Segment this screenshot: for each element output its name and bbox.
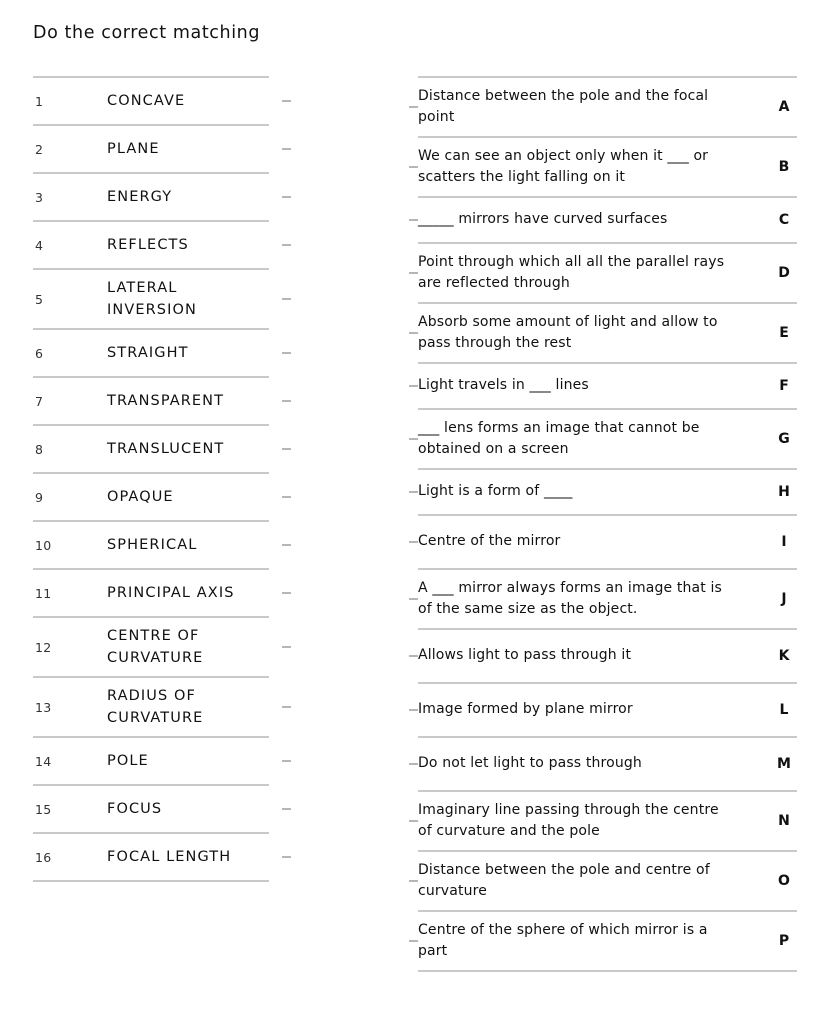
definition-letter: H	[778, 484, 790, 500]
term-number: 13	[35, 699, 52, 715]
term-number: 3	[35, 189, 44, 205]
definition-text: Distance between the pole and the focal point	[418, 87, 709, 125]
match-dash	[282, 592, 291, 594]
term-label: SPHERICAL	[107, 536, 198, 553]
term-label: PRINCIPAL AXIS	[107, 584, 235, 601]
definition-text: ___ lens forms an image that cannot be obtained on a screen	[418, 419, 700, 457]
term-label: CONCAVE	[107, 92, 186, 109]
match-dash	[409, 655, 418, 657]
table-row[interactable]	[418, 364, 797, 408]
definition-text: Point through which all all the parallel rays are reflected through	[418, 253, 725, 291]
definition-letter: P	[778, 933, 790, 949]
term-number: 4	[35, 237, 44, 253]
definition-text: Image formed by plane mirror	[418, 701, 633, 718]
term-number: 12	[35, 639, 52, 655]
term-label: REFLECTS	[107, 236, 189, 253]
table-row[interactable]	[33, 174, 269, 220]
match-dash	[409, 763, 418, 765]
match-dash	[282, 196, 291, 198]
table-row[interactable]	[33, 678, 269, 736]
definition-letter: C	[778, 212, 790, 228]
definition-letter: D	[778, 265, 790, 281]
term-label: FOCUS	[107, 800, 163, 817]
definition-text: Centre of the sphere of which mirror is a part	[418, 921, 708, 959]
term-label: TRANSLUCENT	[107, 440, 225, 457]
definition-text: We can see an object only when it ___ or scatters the light falling on it	[418, 147, 709, 185]
table-row[interactable]	[33, 426, 269, 472]
term-label: RADIUS OF CURVATURE	[107, 687, 204, 726]
match-dash	[282, 352, 291, 354]
match-dash	[409, 820, 418, 822]
table-row[interactable]	[33, 126, 269, 172]
term-label: LATERAL INVERSION	[107, 279, 197, 318]
term-label: TRANSPARENT	[107, 392, 225, 409]
table-row[interactable]	[33, 834, 269, 880]
match-dash	[409, 272, 418, 274]
table-row[interactable]	[33, 378, 269, 424]
match-dash	[409, 219, 418, 221]
table-row[interactable]	[33, 330, 269, 376]
table-row[interactable]	[33, 78, 269, 124]
definition-text: A ___ mirror always forms an image that is of the same size as the object.	[418, 579, 722, 617]
definition-letter: B	[778, 159, 790, 175]
table-row[interactable]	[418, 912, 797, 970]
definitions-table	[418, 76, 797, 972]
match-dash	[409, 598, 418, 600]
match-dash	[282, 706, 291, 708]
term-label: FOCAL LENGTH	[107, 848, 232, 865]
match-dash	[282, 646, 291, 648]
definition-text: Absorb some amount of light and allow to pass through the rest	[418, 313, 718, 351]
table-row[interactable]	[33, 222, 269, 268]
term-number: 9	[35, 489, 44, 505]
match-dash	[282, 100, 291, 102]
table-row[interactable]	[418, 470, 797, 514]
table-row[interactable]	[418, 138, 797, 196]
term-label: CENTRE OF CURVATURE	[107, 627, 204, 666]
terms-table	[33, 76, 269, 882]
term-label: OPAQUE	[107, 488, 174, 505]
match-dash	[282, 448, 291, 450]
term-number: 8	[35, 441, 44, 457]
term-number: 14	[35, 753, 52, 769]
definition-letter: J	[781, 591, 787, 607]
match-dash	[282, 856, 291, 858]
table-row[interactable]	[33, 786, 269, 832]
table-row[interactable]	[33, 522, 269, 568]
match-dash	[282, 298, 291, 300]
term-number: 6	[35, 345, 44, 361]
definition-letter: I	[781, 534, 787, 550]
table-row[interactable]	[418, 570, 797, 628]
table-row[interactable]	[418, 78, 797, 136]
definition-letter: G	[778, 431, 790, 447]
definition-text: _____ mirrors have curved surfaces	[418, 211, 668, 228]
match-dash	[409, 166, 418, 168]
definition-letter: O	[778, 873, 790, 889]
table-row[interactable]	[33, 570, 269, 616]
table-row[interactable]	[418, 630, 797, 682]
term-number: 2	[35, 141, 44, 157]
match-dash	[409, 709, 418, 711]
definition-letter: N	[778, 813, 790, 829]
term-number: 5	[35, 291, 44, 307]
match-dash	[409, 106, 418, 108]
table-row[interactable]	[418, 852, 797, 910]
table-rule	[33, 880, 269, 882]
definition-text: Centre of the mirror	[418, 533, 561, 550]
table-row[interactable]	[33, 618, 269, 676]
table-row[interactable]	[418, 244, 797, 302]
definition-text: Allows light to pass through it	[418, 647, 632, 664]
match-dash	[282, 760, 291, 762]
match-dash	[282, 148, 291, 150]
match-dash	[282, 244, 291, 246]
table-row[interactable]	[33, 270, 269, 328]
table-row[interactable]	[418, 410, 797, 468]
match-dash	[409, 385, 418, 387]
match-dash	[409, 880, 418, 882]
table-row[interactable]	[418, 738, 797, 790]
term-number: 1	[35, 93, 44, 109]
match-dash	[409, 541, 418, 543]
match-dash	[282, 400, 291, 402]
definition-text: Light travels in ___ lines	[418, 377, 589, 394]
definition-letter: L	[779, 702, 789, 718]
definition-letter: E	[779, 325, 789, 341]
term-number: 16	[35, 849, 52, 865]
term-number: 10	[35, 537, 52, 553]
term-label: STRAIGHT	[107, 344, 189, 361]
table-row[interactable]	[418, 516, 797, 568]
definition-letter: K	[778, 648, 790, 664]
table-row[interactable]	[418, 792, 797, 850]
table-row[interactable]	[418, 198, 797, 242]
definition-letter: A	[778, 99, 790, 115]
definition-text: Light is a form of ____	[418, 483, 573, 500]
definition-text: Do not let light to pass through	[418, 755, 642, 772]
match-dash	[409, 438, 418, 440]
match-dash	[282, 496, 291, 498]
table-row[interactable]	[33, 474, 269, 520]
term-number: 15	[35, 801, 52, 817]
term-label: ENERGY	[107, 188, 173, 205]
match-dash	[409, 491, 418, 493]
page-title: Do the correct matching	[33, 23, 261, 43]
term-number: 11	[35, 585, 52, 601]
match-dash	[282, 808, 291, 810]
definition-text: Imaginary line passing through the centre of curvature and the pole	[418, 801, 719, 839]
term-label: PLANE	[107, 140, 160, 157]
definition-letter: M	[777, 756, 791, 772]
table-row[interactable]	[33, 738, 269, 784]
definition-text: Distance between the pole and centre of curvature	[418, 861, 710, 899]
match-dash	[409, 940, 418, 942]
table-row[interactable]	[418, 684, 797, 736]
table-row[interactable]	[418, 304, 797, 362]
table-rule	[418, 970, 797, 972]
match-dash	[409, 332, 418, 334]
term-number: 7	[35, 393, 44, 409]
definition-letter: F	[779, 378, 789, 394]
match-dash	[282, 544, 291, 546]
term-label: POLE	[107, 752, 149, 769]
